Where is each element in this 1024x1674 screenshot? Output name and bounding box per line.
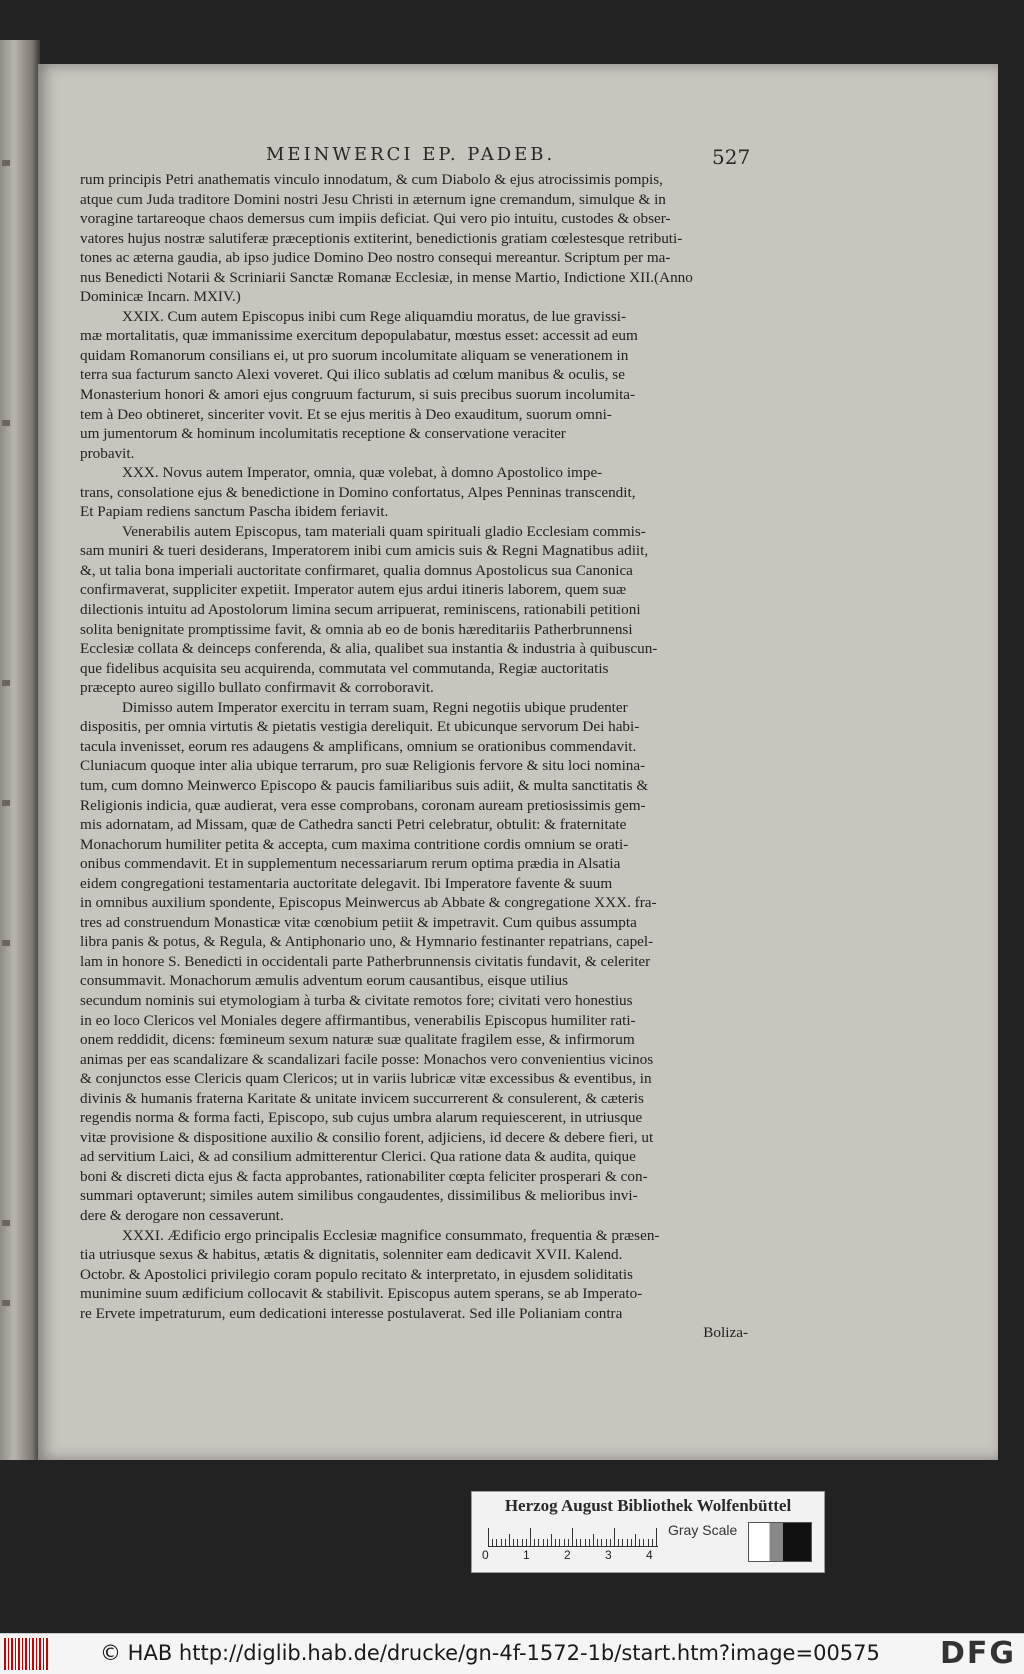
footer-bar <box>0 1633 1024 1674</box>
text-line: tum, cum domno Meinwerco Episcopo & paucis familiaribus suis adiit, & multa sanctitatis & <box>80 776 649 794</box>
text-line: dere & derogare non cessaverunt. <box>80 1206 284 1224</box>
text-line: solita benignitate promptissime favit, & omnia ab eo de bonis hæreditariis Patherbrunnensi <box>80 620 633 638</box>
text-line: Dominicæ Incarn. MXIV.) <box>80 288 241 306</box>
dfg-logo: DFG <box>939 1636 1016 1671</box>
text-line: mæ mortalitatis, quæ immanissime exercitum depopulabatur, mœstus esset: accessit ad eum <box>80 327 638 345</box>
text-line: Et Papiam rediens sanctum Pascha ibidem feriavit. <box>80 503 389 521</box>
text-line: regendis norma & forma facti, Episcopo, sub cujus umbra alarum requiescerent, in utriusque <box>80 1109 643 1127</box>
text-line: Ecclesiæ collata & deinceps conferenda, & alia, qualibet sua instantia & industria à quibuscun- <box>80 640 658 658</box>
text-line: in eo loco Clericos vel Moniales degere affirmantibus, venerabilis Episcopus humiliter rati- <box>80 1011 636 1029</box>
text-line: Octobr. & Apostolici privilegio coram populo recitato & interpretato, in ejusdem soliditatis <box>80 1265 633 1283</box>
text-line: vatores hujus nostræ salutiferæ præceptionis extiterint, benedictionis gratiam cœlestesque retributi- <box>80 229 683 247</box>
body-text <box>80 170 748 1343</box>
text-line: probavit. <box>80 444 135 462</box>
ruler-number: 2 <box>564 1548 571 1562</box>
text-line: Cluniacum quoque inter alia ubique terrarum, pro suæ Religionis fervore & situ loci nomina- <box>80 757 646 775</box>
text-line: Religionis indicia, quæ audierat, vera esse comprobans, coronam auream pretiosissimis gem- <box>80 796 646 814</box>
text-line: Monasterium honori & amori ejus congruum facturum, si suis precibus suorum incolumita- <box>80 386 636 404</box>
page-number: 527 <box>712 145 751 169</box>
text-line: tres ad construendum Monasticæ vitæ cœnobium petiit & impetravit. Cum quibus assumpta <box>80 913 637 931</box>
text-line: tacula invenisset, eorum res adaugens & amplificans, omnium se orationibus commendavit. <box>80 737 637 755</box>
text-line: Venerabilis autem Episcopus, tam materiali quam spirituali gladio Ecclesiam commis- <box>122 522 646 540</box>
text-line: que fidelibus acquisita seu acquirenda, commutata vel commutanda, Regiæ auctoritatis <box>80 659 609 677</box>
text-line: mis adornatam, ad Missam, quæ de Cathedra sancti Petri celebratur, obtulit: & fraternitate <box>80 816 627 834</box>
library-name: Herzog August Bibliothek Wolfenbüttel <box>504 1496 792 1515</box>
text-line: trans, consolatione ejus & benedictione in Domino confortatus, Alpes Penninas transcendit, <box>80 483 636 501</box>
text-line: XXX. Novus autem Imperator, omnia, quæ volebat, à domno Apostolico impe- <box>122 464 603 482</box>
text-line: tia utriusque sexus & habitus, ætatis & dignitatis, solenniter eam dedicavit XVII. Kalend. <box>80 1246 623 1264</box>
text-line: onibus commendavit. Et in supplementum necessariarum rerum optima prædia in Alsatia <box>80 855 621 873</box>
left-page-edge <box>0 40 40 1460</box>
ruler-number: 0 <box>482 1548 489 1562</box>
ruler-number: 3 <box>605 1548 612 1562</box>
ruler-numbers <box>482 1548 672 1564</box>
gray-scale-label: Gray Scale <box>668 1522 738 1538</box>
text-line: ad servitium Laici, & ad consilium admitterentur Clerici. Qua ratione data & audita, quique <box>80 1148 636 1166</box>
text-line: secundum nominis sui etymologiam à turba & civitate remotos fore; civitati vero honestius <box>80 991 633 1009</box>
text-line: boni & discreti dicta ejus & facta approbantes, rationabiliter cœpta feliciter prosperari & con- <box>80 1167 648 1185</box>
text-line: rum principis Petri anathematis vinculo innodatum, & cum Diabolo & ejus atrocissimis pompis, <box>80 171 663 188</box>
text-line: onem reddidit, dicens: fœmineum sexum naturæ suæ qualitate fragilem esse, & infirmorum <box>80 1031 635 1049</box>
text-line: quidam Romanorum consilians ei, ut pro suorum incolumitate aliquam se venerationem in <box>80 346 629 364</box>
library-label <box>471 1491 825 1573</box>
text-line: divinis & humanis fraterna Karitate & unitate invicem succurrerent & consulerent, & cæteris <box>80 1089 644 1107</box>
text-line: & conjunctos esse Clericis quam Clericos; ut in variis lubricæ vitæ excessibus & eventibus, in <box>80 1070 652 1088</box>
text-line: XXXI. Ædificio ergo principalis Ecclesiæ magnifice consummato, frequentia & præsen- <box>122 1226 660 1244</box>
gray-scale-swatch <box>748 1522 812 1562</box>
text-line: &, ut talia bona imperiali auctoritate confirmaret, qualia domnus Apostolicus sua Canonica <box>80 561 633 579</box>
text-line: atque cum Juda traditore Domini nostri Jesu Christi in æternum igne cremandum, simulque & in <box>80 190 666 208</box>
ruler-number: 4 <box>646 1548 653 1562</box>
text-line: sam muniri & tueri desiderans, Imperatorem inibi cum amicis suis & Regni Magnatibus adiit, <box>80 542 649 560</box>
source-url[interactable]: © HAB http://diglib.hab.de/drucke/gn-4f-1572-1b/start.htm?image=00575 <box>100 1641 880 1665</box>
text-line: dispositis, per omnia virtutis & pietatis vestigia dereliquit. Et ubicunque servorum Dei habi- <box>80 718 640 736</box>
text-line: dilectionis intuitu ad Apostolorum limina secum arripuerat, reminiscens, rationabili petitioni <box>80 601 641 619</box>
text-line: libra panis & potus, & Regula, & Antiphonario uno, & Hymnario festinanter repatrians, capel- <box>80 933 654 951</box>
scale-ruler <box>488 1524 658 1547</box>
text-line: voragine tartareoque chaos demersus cum impiis deficiat. Qui vero pio intuitu, custodes & obser- <box>80 210 671 228</box>
text-line: munimine suum ædificium collocavit & stabilivit. Episcopus autem sperans, se ab Imperato- <box>80 1285 643 1303</box>
text-line: terra sua facturum sancto Alexi voveret. Qui ilico sublatis ad cœlum manibus & oculis, se <box>80 366 625 384</box>
text-line: tem à Deo obtineret, sinceriter vovit. Et se ejus meritis à Deo exauditum, suorum omni- <box>80 405 612 423</box>
text-line: Dimisso autem Imperator exercitu in terram suam, Regni negotiis ubique prudenter <box>122 698 628 716</box>
text-line: confirmaverat, suppliciter expetiit. Imperator autem ejus ardui itineris laborem, quem suæ <box>80 581 627 599</box>
text-line: præcepto aureo sigillo bullato confirmavit & corroboravit. <box>80 679 434 697</box>
text-line: animas per eas scandalizare & scandalizari facile posse: Monachos vero convenientius vicinos <box>80 1050 654 1068</box>
text-line: summari optaverunt; similes autem similibus congaudentes, dissimilibus & melioribus invi- <box>80 1187 638 1205</box>
text-line: nus Benedicti Notarii & Scriniarii Sanctæ Romanæ Ecclesiæ, in mense Martio, Indictione XII.(Anno <box>80 268 693 286</box>
text-line: tones ac æterna gaudia, ab ipso judice Domino Deo nostro consequi mereantur. Scriptum per ma- <box>80 249 671 267</box>
text-line: lam in honore S. Benedicti in occidentali parte Patherbrunnensis civitatis fundavit, & celeriter <box>80 952 651 970</box>
text-line: XXIX. Cum autem Episcopus inibi cum Rege aliquamdiu moratus, de lue gravissi- <box>122 307 627 325</box>
text-line: consummavit. Monachorum æmulis adventum eorum causantibus, eisque utilius <box>80 972 569 990</box>
running-title: MEINWERCI EP. PADEB. <box>266 144 556 165</box>
left-page-marks <box>2 40 14 1460</box>
text-line: Boliza- <box>703 1324 748 1342</box>
ruler-number: 1 <box>523 1548 530 1562</box>
text-line: Monachorum humiliter petita & accepta, cum maxima contritione cordis omnium se orati- <box>80 835 629 853</box>
text-line: um jumentorum & hominum incolumitatis receptione & conservatione veraciter <box>80 425 566 443</box>
text-line: eidem congregationi testamentaria auctoritate delegavit. Ibi Imperatore favente & suum <box>80 874 613 892</box>
barcode-icon <box>4 1638 48 1670</box>
text-line: vitæ provisione & dispositione auxilio & consilio forent, adjiciens, id decere & debere fieri, ut <box>80 1128 654 1146</box>
text-line: in omnibus auxilium spondente, Episcopus Meinwercus ab Abbate & congregatione XXX. fra- <box>80 894 657 912</box>
text-line: re Ervete impetraturum, eum dedicationi interesse postulaverat. Sed ille Polianiam contra <box>80 1304 623 1322</box>
